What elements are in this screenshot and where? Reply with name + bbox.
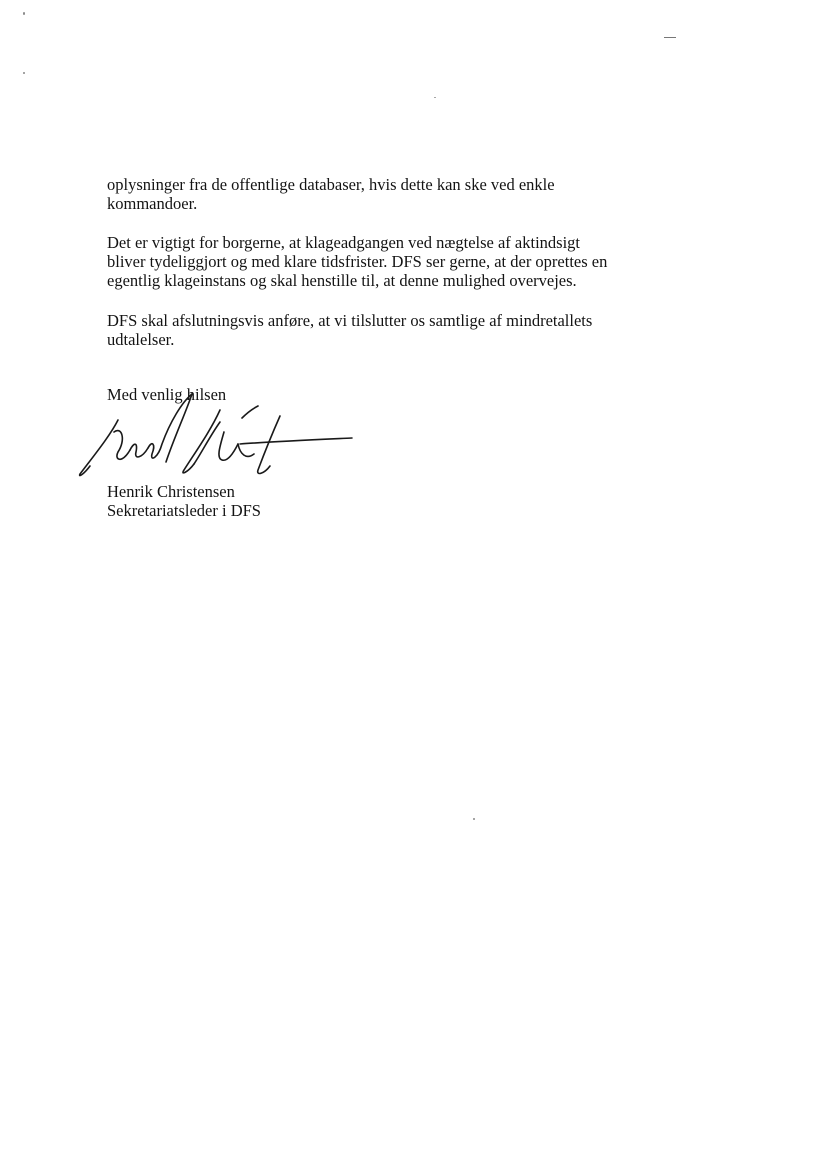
signer-title: Sekretariatsleder i DFS — [107, 501, 261, 520]
paragraph-line: oplysninger fra de offentlige databaser, hvis dette kan ske ved enkle — [107, 175, 555, 194]
scan-speck — [23, 12, 25, 15]
paragraph-3 — [107, 311, 627, 349]
handwritten-signature — [70, 392, 360, 482]
paragraph-line: Det er vigtigt for borgerne, at klageadgangen ved nægtelse af aktindsigt — [107, 233, 581, 252]
signer-block — [107, 482, 261, 520]
scan-speck — [434, 97, 436, 98]
closing-salutation: Med venlig hilsen — [107, 385, 227, 404]
paragraph-line: DFS skal afslutningsvis anføre, at vi tilslutter os samtlige af mindretallets — [107, 311, 593, 330]
signer-name: Henrik Christensen — [107, 482, 235, 501]
scan-speck — [23, 72, 25, 74]
paragraph-line: bliver tydeliggjort og med klare tidsfrister. DFS ser gerne, at der oprettes en — [107, 252, 608, 271]
scan-speck — [473, 818, 475, 820]
paragraph-line: egentlig klageinstans og skal henstille til, at denne mulighed overvejes. — [107, 271, 577, 290]
scan-mark — [664, 37, 676, 38]
paragraph-1 — [107, 175, 627, 213]
paragraph-2 — [107, 233, 627, 290]
paragraph-line: udtalelser. — [107, 330, 175, 349]
paragraph-line: kommandoer. — [107, 194, 198, 213]
